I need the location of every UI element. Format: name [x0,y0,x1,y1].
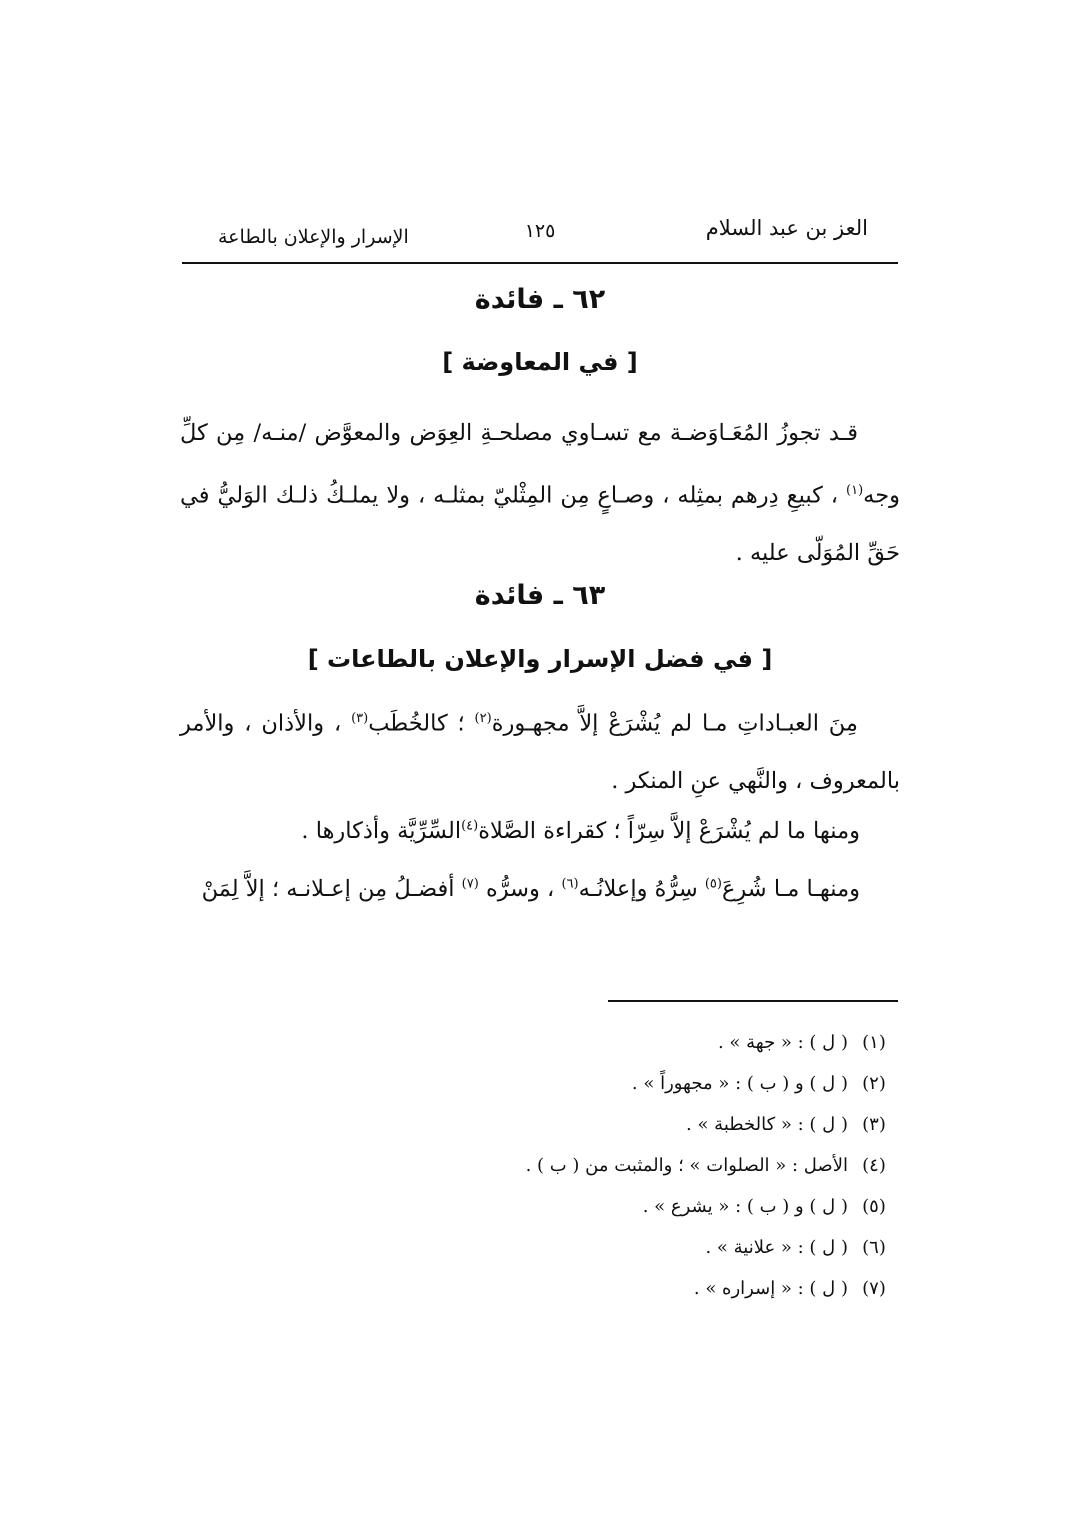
footnote-item [182,1022,900,1063]
section-63-paragraph-3 [180,876,860,902]
footnote-item [182,1268,900,1309]
para-3-text-1: ومنهـا مـا شُرِعَ [721,876,860,902]
footnote-number: (٥) [862,1196,886,1217]
para-3-text-3: ، وسرُّه [478,876,562,902]
para-3-text-4: أفضـلُ مِن إعـلانـه ؛ إلاَّ لِمَنْ [201,876,462,902]
header-chapter-title: الإسرار والإعلان بالطاعة [218,226,409,248]
section-63-title: [ في فضل الإسرار والإعلان بالطاعات ] [307,645,773,673]
running-header [182,212,898,264]
footnote-ref-6: (٦) [561,876,579,892]
para-1-text-3: ، والأذان ، والأمر بالمعروف ، والنَّهي عنِ المنكر . [180,710,900,794]
footnote-ref-7: (٧) [461,876,479,892]
footnote-item [182,1145,900,1186]
footnote-number: (٢) [862,1073,886,1094]
section-62-title: [ في المعاوضة ] [442,348,638,376]
page-number: ١٢٥ [524,220,556,242]
footnote-ref-3: (٣) [351,711,369,726]
para-1-text-1: مِنَ العبـاداتِ مـا لم يُشْرَعْ إلاَّ مجهـورة [491,710,858,737]
footnote-text: ( ل ) : « جهة » . [717,1032,848,1053]
footnotes-list [182,1022,900,1309]
footnote-text: ( ل ) : « علانية » . [705,1237,848,1258]
footnote-item [182,1186,900,1227]
footnote-text: ( ل ) : « إسراره » . [693,1278,848,1299]
footnote-item [182,1063,900,1104]
footnote-text: ( ل ) و ( ب ) : « مجهوراً » . [631,1073,848,1094]
section-62-text-1: قـد تجوزُ المُعَـاوَضـة مع تسـاوي مصلحـةِ العِوَض والمعوَّض /منـه/ مِن كلِّ وجه [180,420,900,509]
footnote-number: (١) [862,1032,886,1053]
footnote-ref-1: (١) [846,483,864,498]
footnote-ref-2: (٢) [474,711,492,726]
footnote-separator [608,1000,898,1002]
footnote-ref-4: (٤) [461,818,479,834]
footnote-number: (٦) [862,1237,886,1258]
section-63-paragraph-2 [180,818,860,844]
para-3-text-2: سِرُّهُ وإعلانُـه [578,876,705,902]
para-1-text-2: ؛ كالخُطَب [368,710,475,737]
section-62-text-2: ، كبيعِ دِرهم بمثِله ، وصـاعٍ مِن المِثْليّ بمثلـه ، ولا يملـكُ ذلـك الوَليُّ في حَقِّ المُوَلّى عليه . [180,482,900,566]
section-62-heading: ٦٢ ـ فائدة [474,284,606,315]
para-2-text-1: ومنها ما لم يُشْرَعْ إلاَّ سِرّاً ؛ كقراءة الصَّلاة [478,818,860,844]
section-62-body [180,405,900,582]
section-63-heading: ٦٣ ـ فائدة [474,580,606,611]
footnote-text: الأصل : « الصلوات » ؛ والمثبت من ( ب ) . [525,1155,848,1176]
footnote-item [182,1227,900,1268]
footnote-number: (٣) [862,1114,886,1135]
header-author: العز بن عبد السلام [705,216,868,240]
footnote-number: (٤) [862,1155,886,1176]
footnote-number: (٧) [862,1278,886,1299]
section-63-paragraph-1 [180,690,900,810]
footnote-item [182,1104,900,1145]
footnote-text: ( ل ) : « كالخطبة » . [686,1114,848,1135]
para-2-text-2: السِّرِّيَّة وأذكارها . [301,818,462,844]
footnote-text: ( ل ) و ( ب ) : « يشرع » . [642,1196,848,1217]
footnote-ref-5: (٥) [704,876,722,892]
